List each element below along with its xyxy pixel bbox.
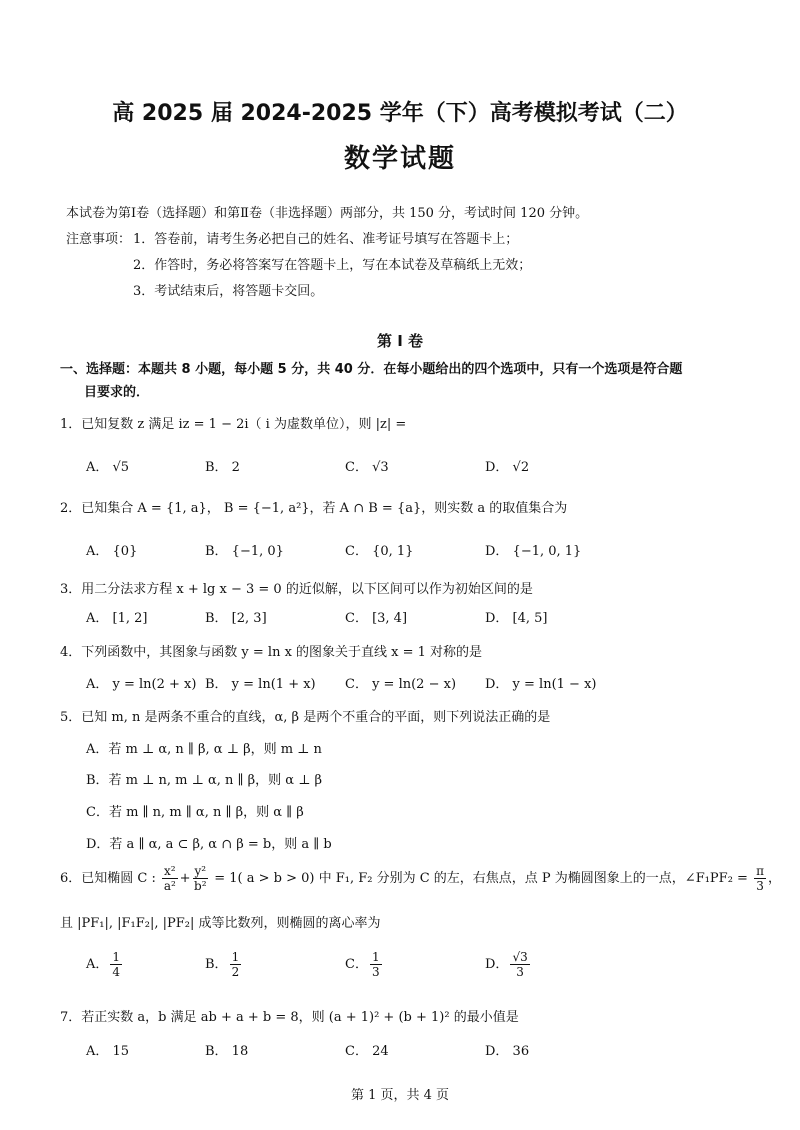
question-3-option-b: B． [2, 3] bbox=[205, 611, 267, 626]
question-6-stem-start: 6．已知椭圆 C : bbox=[60, 871, 156, 886]
notice-label: 注意事项： bbox=[66, 232, 132, 247]
question-7-option-c: C． 24 bbox=[345, 1044, 389, 1059]
question-6-option-c: C． $\frac{1}{3}$ bbox=[345, 950, 380, 979]
question-3-option-c: C． [3, 4] bbox=[345, 611, 408, 626]
question-1-option-b: B． 2 bbox=[205, 460, 240, 475]
question-1-option-c: C． √3 bbox=[345, 460, 389, 475]
part1-instructions-cont: 目要求的． bbox=[84, 385, 150, 400]
question-1-stem: 1．已知复数 z 满足 iz = 1 − 2i（ i 为虚数单位），则 |z| = bbox=[60, 417, 407, 432]
notice-item-3: 3．考试结束后，将答题卡交回。 bbox=[133, 284, 324, 299]
question-1-option-d: D． √2 bbox=[485, 460, 530, 475]
question-2-option-b: B． {−1, 0} bbox=[205, 544, 284, 559]
notice-item-2: 2．作答时，务必将答案写在答题卡上，写在本试卷及草稿纸上无效； bbox=[133, 258, 532, 273]
intro-line: 本试卷为第Ⅰ卷（选择题）和第Ⅱ卷（非选择题）两部分，共 150 分，考试时间 120 分钟。 bbox=[66, 206, 589, 221]
question-5-option-d: D．若 a ∥ α, a ⊂ β, α ∩ β = b，则 a ∥ b bbox=[86, 837, 332, 852]
question-6-stem: 6．已知椭圆 C : $\frac{\text{x²}}{\text{a²}}$ + $\frac{\text{y²}}{\text{b²}}$ = 1( a > b > 0) 中 F₁, F₂ 分别为 C 的左，右焦点，点 P 为椭圆图象上的一点，∠F₁PF₂ = $\frac{\pi}{3}$ ， bbox=[60, 864, 781, 893]
fraction-y2-over-b2: $\frac{\text{y²}}{\text{b²}}$ bbox=[194, 864, 207, 893]
fraction-pi-over-3: $\frac{\pi}{3}$ bbox=[756, 864, 764, 893]
notice-item-1: 1．答卷前，请考生务必把自己的姓名、准考证号填写在答题卡上； bbox=[133, 232, 519, 247]
question-4-option-d: D． y = ln(1 − x) bbox=[485, 677, 597, 692]
question-4-option-a: A． y = ln(2 + x) bbox=[86, 677, 197, 692]
subject-title: 数学试题 bbox=[343, 144, 456, 174]
question-3-stem: 3．用二分法求方程 x + lg x − 3 = 0 的近似解，以下区间可以作为初始区间的是 bbox=[60, 582, 533, 597]
question-5-option-a: A．若 m ⊥ α, n ∥ β, α ⊥ β，则 m ⊥ n bbox=[86, 742, 322, 757]
question-7-option-b: B． 18 bbox=[205, 1044, 249, 1059]
fraction-x2-over-a2: $\frac{\text{x²}}{\text{a²}}$ bbox=[163, 864, 176, 893]
question-6-stem-line2: 且 |PF₁|, |F₁F₂|, |PF₂| 成等比数列，则椭圆的离心率为 bbox=[60, 916, 381, 931]
question-6-option-b: B． $\frac{1}{2}$ bbox=[205, 950, 240, 979]
question-7-option-d: D． 36 bbox=[485, 1044, 530, 1059]
section-title: 第 Ⅰ 卷 bbox=[376, 332, 424, 350]
question-3-option-d: D． [4, 5] bbox=[485, 611, 548, 626]
question-6-option-a: A． $\frac{1}{4}$ bbox=[86, 950, 121, 979]
question-4-option-b: B． y = ln(1 + x) bbox=[205, 677, 316, 692]
question-6-option-d: D． $\frac{√3}{3}$ bbox=[485, 950, 528, 979]
question-2-option-c: C． {0, 1} bbox=[345, 544, 414, 559]
question-4-option-c: C． y = ln(2 − x) bbox=[345, 677, 457, 692]
question-2-stem: 2．已知集合 A = {1, a}， B = {−1, a²}，若 A ∩ B = {a}，则实数 a 的取值集合为 bbox=[60, 501, 568, 516]
page-footer: 第 1 页，共 4 页 bbox=[350, 1088, 450, 1103]
exam-title: 高 2025 届 2024-2025 学年（下）高考模拟考试（二） bbox=[112, 101, 688, 126]
question-4-stem: 4．下列函数中，其图象与函数 y = ln x 的图象关于直线 x = 1 对称的是 bbox=[60, 645, 483, 660]
question-6-stem-mid: = 1( a > b > 0) 中 F₁, F₂ 分别为 C 的左，右焦点，点 P 为椭圆图象上的一点，∠F₁PF₂ = bbox=[214, 871, 748, 886]
question-2-option-d: D． {−1, 0, 1} bbox=[485, 544, 582, 559]
question-5-option-b: B．若 m ⊥ n, m ⊥ α, n ∥ β，则 α ⊥ β bbox=[86, 773, 323, 788]
question-1-option-a: A． √5 bbox=[86, 460, 130, 475]
part1-instructions: 一、选择题：本题共 8 小题，每小题 5 分，共 40 分．在每小题给出的四个选项中，只有一个选项是符合题 bbox=[60, 362, 683, 377]
question-7-option-a: A． 15 bbox=[86, 1044, 130, 1059]
question-5-option-c: C．若 m ∥ n, m ∥ α, n ∥ β，则 α ∥ β bbox=[86, 805, 304, 820]
question-2-option-a: A． {0} bbox=[86, 544, 138, 559]
question-5-stem: 5．已知 m, n 是两条不重合的直线，α, β 是两个不重合的平面，则下列说法正确的是 bbox=[60, 710, 551, 725]
question-7-stem: 7．若正实数 a，b 满足 ab + a + b = 8，则 (a + 1)² + (b + 1)² 的最小值是 bbox=[60, 1010, 519, 1025]
question-3-option-a: A． [1, 2] bbox=[86, 611, 148, 626]
